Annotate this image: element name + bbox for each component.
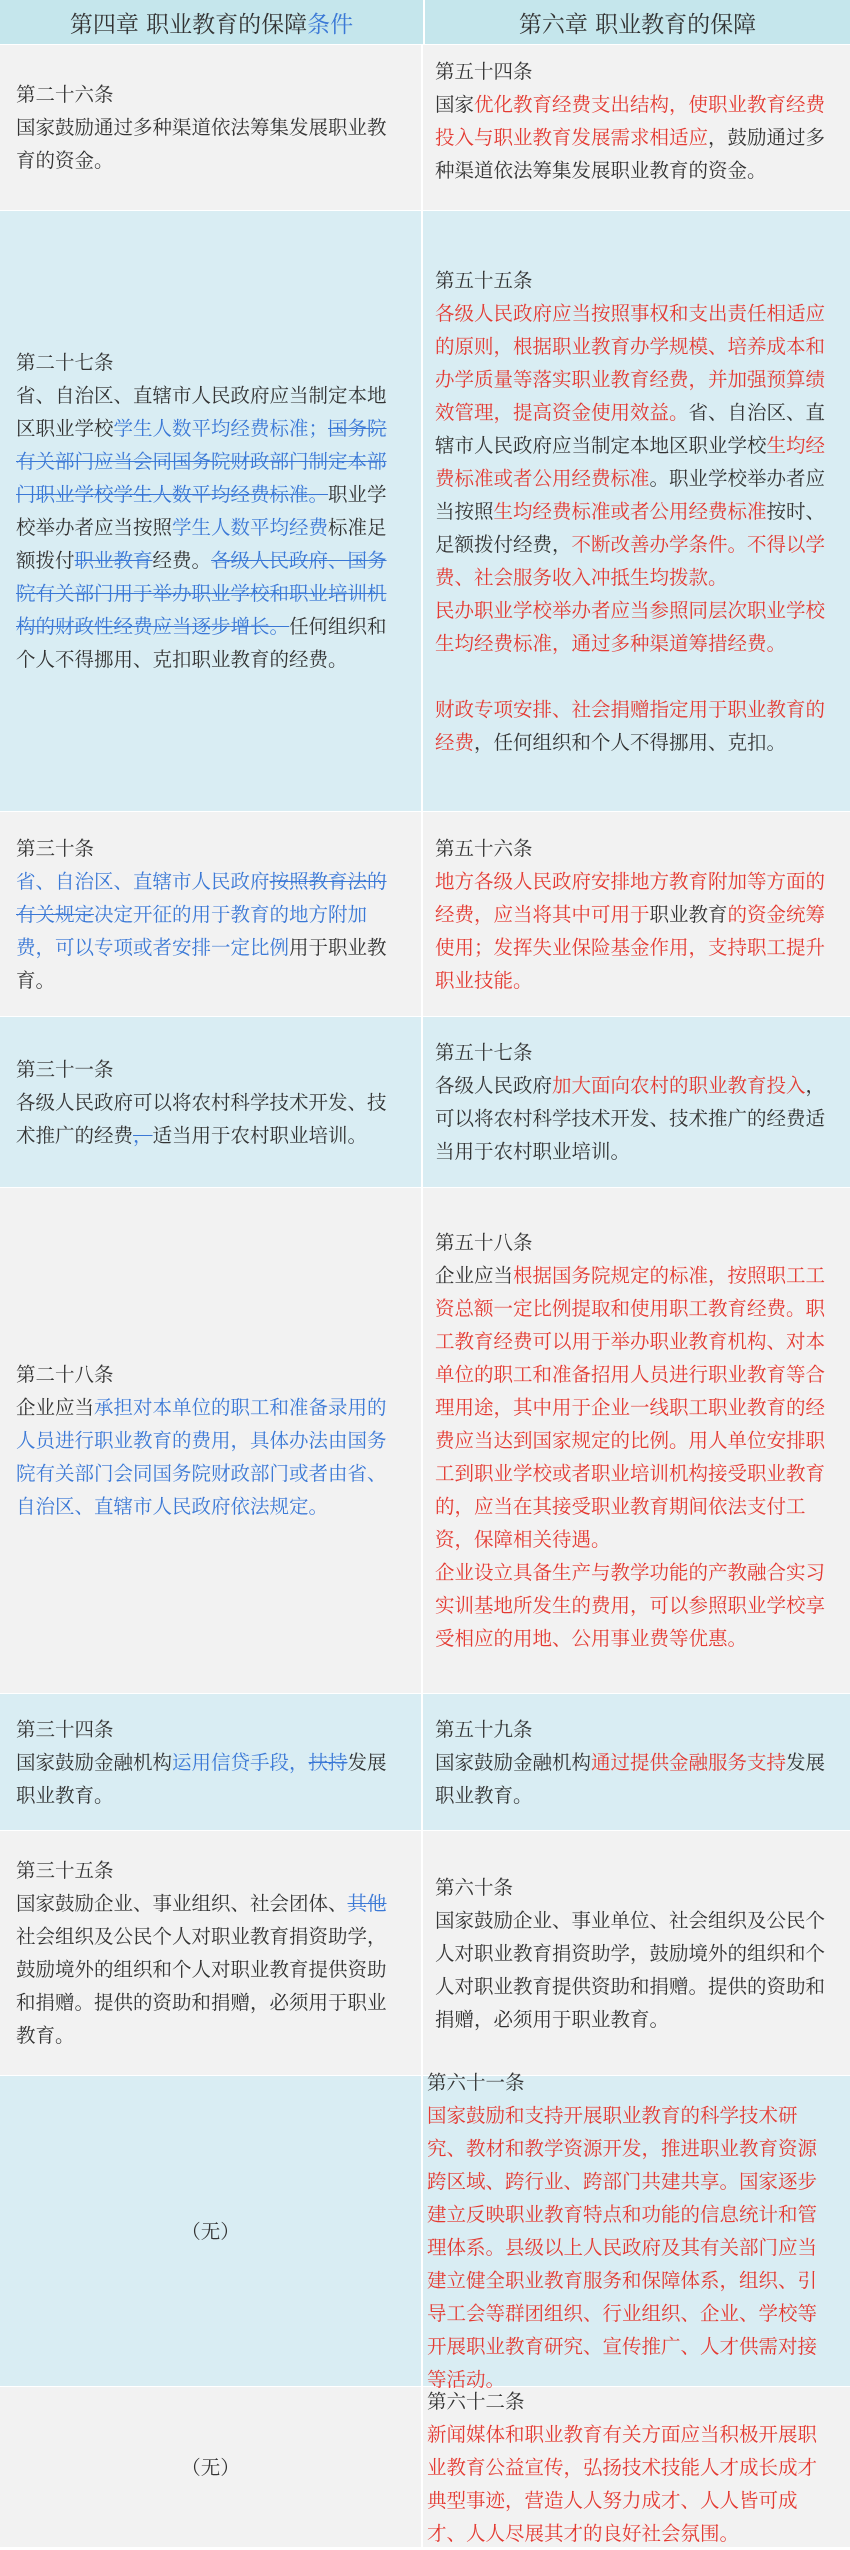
table-header — [0, 0, 850, 45]
article-title: 第三十五条 — [16, 1859, 114, 1882]
article-text: 各级人民政府 — [435, 1074, 553, 1097]
header-right: 第六章 职业教育的保障 — [518, 11, 757, 38]
new-article-cell — [423, 812, 850, 1016]
old-article-cell — [0, 812, 423, 1016]
article-text: 任何组织和个人不得挪用、克扣职业教育的经费。 — [16, 615, 387, 671]
new-article-cell — [423, 211, 850, 811]
none-placeholder: （无） — [181, 2455, 240, 2479]
table-row — [0, 2387, 850, 2547]
article-text-deleted: 扶持 — [308, 1750, 348, 1774]
old-article-cell — [0, 1188, 423, 1693]
article-text: 发展职业教育。 — [435, 1750, 826, 1807]
old-article-cell — [0, 1017, 423, 1187]
old-article-cell — [0, 1694, 423, 1830]
article-text: 各级人民政府可以将农村科学技术开发、技术推广的经费 — [16, 1090, 387, 1147]
article-text: 经费。 — [152, 549, 212, 572]
article-text-red: 优化教育经费支出结构，使职业教育经费投入与职业教育发展需求相适应 — [435, 93, 826, 149]
article-text-red: 通过提供金融服务支持 — [591, 1750, 787, 1774]
table-row — [0, 1188, 850, 1694]
article-title: 第五十五条 — [435, 268, 533, 292]
article-text-blue: 学生人数平均经费标准； — [113, 417, 329, 440]
article-title: 第五十九条 — [435, 1717, 533, 1741]
article-text-red: 国家鼓励和支持开展职业教育的科学技术研究、教材和教学资源开发，推进职业教育资源跨区域、跨行业、跨部门共建共享。国家逐步建立反映职业教育特点和功能的信息统计和管理体系。县级以上人民政府及其有关部门应当建立健全职业教育服务和保障体系，组织、引导工会等群团组织、行业组织、企业、学校等开展职业教育研究、宣传推广、人才供需对接等活动。 — [427, 2104, 818, 2391]
table-row — [0, 1694, 850, 1831]
old-article-cell — [0, 211, 423, 811]
table-row — [0, 45, 850, 211]
article-title: 第六十一条 — [427, 2071, 525, 2094]
article-text-deleted: 职业教育 — [74, 549, 153, 572]
new-article-cell — [423, 1188, 850, 1693]
old-article-cell — [0, 45, 423, 210]
header-left — [0, 0, 425, 44]
article-title: 第三十四条 — [16, 1717, 114, 1741]
article-text-blue: 学生人数平均经费 — [172, 516, 329, 539]
table-row — [0, 1017, 850, 1188]
article-text: 按时、足额拨付经费， — [435, 499, 826, 556]
article-text: 国家鼓励企业、事业单位、社会组织及公民个人对职业教育捐资助学，鼓励境外的组织和个人对职业教育提供资助和捐赠。提供的资助和捐赠，必须用于职业教育。 — [435, 1908, 826, 2031]
article-title: 第三十一条 — [16, 1057, 114, 1081]
table-row — [0, 1831, 850, 2076]
article-text-red: 企业设立具备生产与教学功能的产教融合实习实训基地所发生的费用，可以参照职业学校享受相应的用地、公用事业费等优惠。 — [435, 1561, 826, 1650]
article-text: 国家 — [435, 93, 475, 116]
article-text: 适当用于农村职业培训。 — [152, 1123, 368, 1147]
new-article-cell — [423, 2071, 850, 2391]
article-text-deleted: 各级人民政府、国务院有关部门用于举办职业学校和职业培训机构的财政性经费应当逐步增长。 — [16, 549, 387, 638]
article-text-red: 地方各级人民政府安排地方教育附加等方面的经费，应当将其中可用于 — [435, 869, 826, 926]
article-title: 第五十六条 — [435, 836, 533, 860]
article-text-blue: 承担对本单位的职工和准备录用的人员进行职业教育的费用，具体办法由国务院有关部门会同国务院财政部门或者由省、自治区、直辖市人民政府依法规定。 — [16, 1396, 387, 1518]
table-row — [0, 812, 850, 1017]
article-title: 第五十四条 — [435, 60, 533, 83]
article-text: 国家鼓励金融机构 — [16, 1750, 173, 1774]
old-article-cell — [0, 2387, 423, 2547]
table-row — [0, 2071, 850, 2391]
article-title: 第五十七条 — [435, 1041, 533, 1064]
article-text-blue: 运用信贷手段， — [172, 1750, 309, 1774]
article-text-red: 财政专项安排、社会捐赠指定用于职业教育的经费 — [435, 697, 826, 754]
article-text-deleted: 国务院有关部门应当会同国务院财政部门制定本部门职业学校学生人数平均经费标准。 — [16, 417, 387, 506]
article-text-red: 生均经费标准或者公用经费标准 — [493, 499, 767, 523]
article-text: 社会组织及公民个人对职业教育捐资助学，鼓励境外的组织和个人对职业教育提供资助和捐赠。提供的资助和捐赠，必须用于职业教育。 — [16, 1925, 387, 2047]
article-text-red: 加大面向农村的职业教育投入 — [552, 1074, 806, 1097]
article-text-deleted: 其他 — [347, 1892, 387, 1915]
article-title: 第六十二条 — [427, 2389, 525, 2413]
article-text: ，任何组织和个人不得挪用、克扣。 — [474, 730, 787, 754]
table-row — [0, 211, 850, 812]
none-placeholder: （无） — [181, 2219, 240, 2243]
article-text-deleted: ， — [133, 1123, 153, 1147]
article-text-red: 新闻媒体和职业教育有关方面应当积极开展职业教育公益宣传，弘扬技术技能人才成长成才典型事迹，营造人人努力成才、人人皆可成才、人人尽展其才的良好社会氛围。 — [427, 2422, 818, 2545]
article-text: 省、自治区、直辖市人民政府应当制定本地区职业学校 — [435, 400, 826, 457]
article-text-red: 的资金统筹使用；发挥失业保险基金作用，支持职工提升职业技能。 — [435, 902, 826, 992]
article-text-red: 根据国务院规定的标准，按照职工工资总额一定比例提取和使用职工教育经费。职工教育经费可以用于举办职业教育机构、对本单位的职工和准备招用人员进行职业教育等合理用途，其中用于企业一线职工职业教育的经费应当达到国家规定的比例。用人单位安排职工到职业学校或者职业培训机构接受职业教育的，应当在其接受职业教育期间依法支付工资，保障相关待遇。 — [435, 1264, 826, 1551]
article-text: 国家鼓励通过多种渠道依法筹集发展职业教育的资金。 — [16, 116, 387, 172]
article-title: 第五十八条 — [435, 1231, 533, 1254]
new-article-cell — [423, 2387, 850, 2547]
new-article-cell — [423, 1831, 850, 2075]
new-article-cell — [423, 1017, 850, 1187]
article-text: 国家鼓励金融机构 — [435, 1750, 592, 1774]
article-title: 第三十条 — [16, 836, 95, 860]
article-text-red: 民办职业学校举办者应当参照同层次职业学校生均经费标准，通过多种渠道筹措经费。 — [435, 598, 826, 655]
article-text: 企业应当 — [435, 1264, 514, 1287]
old-article-cell — [0, 1831, 423, 2075]
article-text: ，鼓励通过多种渠道依法筹集发展职业教育的资金。 — [435, 126, 826, 182]
article-text-red: 生均经费标准或者公用经费标准 — [435, 433, 826, 490]
new-article-cell — [423, 45, 850, 210]
article-text-blue: 决定开征的用于教育的地方附加费，可以专项或者安排一定比例 — [16, 902, 368, 959]
article-text: 。职业学校举办者应当按照 — [435, 466, 826, 523]
article-text-blue: 省、自治区、直辖市人民政府 — [16, 869, 270, 893]
header-left-prefix: 第四章 职业教育的保障 — [69, 11, 308, 38]
article-text: 国家鼓励企业、事业组织、社会团体、 — [16, 1892, 348, 1915]
article-text: 标准足额拨付 — [16, 516, 387, 572]
header-left-suffix: 条件 — [307, 11, 354, 38]
article-title: 第二十八条 — [16, 1363, 114, 1386]
article-text: 企业应当 — [16, 1396, 95, 1419]
article-text-deleted: 按照教育法的有关规定 — [16, 869, 387, 926]
article-text: 发展职业教育。 — [16, 1750, 387, 1807]
article-text: 省、自治区、直辖市人民政府应当制定本地区职业学校 — [16, 384, 387, 440]
article-text: 用于职业教育。 — [16, 935, 387, 992]
article-text: 职业学校举办者应当按照 — [16, 483, 387, 539]
old-article-cell — [0, 2076, 423, 2386]
article-text-red: 不断改善办学条件。不得以学费、社会服务收入冲抵生均拨款。 — [435, 532, 826, 589]
article-title: 第二十六条 — [16, 83, 114, 106]
article-title: 第六十条 — [435, 1875, 514, 1899]
new-article-cell — [423, 1694, 850, 1830]
article-text-red: 各级人民政府应当按照事权和支出责任相适应的原则，根据职业教育办学规模、培养成本和办学质量等落实职业教育经费，并加强预算绩效管理，提高资金使用效益。 — [435, 301, 826, 424]
paragraph-gap — [435, 660, 836, 693]
article-title: 第二十七条 — [16, 351, 114, 374]
article-text: ，可以将农村科学技术开发、技术推广的经费适当用于农村职业培训。 — [435, 1074, 826, 1163]
article-text: 职业教育 — [649, 902, 728, 926]
